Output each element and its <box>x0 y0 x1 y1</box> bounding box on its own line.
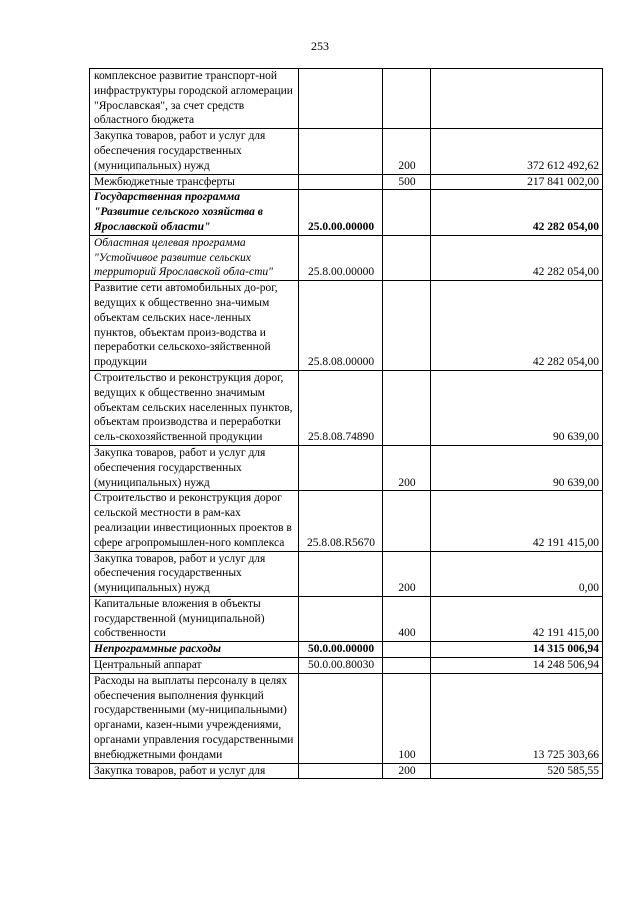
target-article-code-cell <box>299 763 383 779</box>
table-row <box>90 673 603 763</box>
expense-name-cell: Государственная программа "Развитие сельского хозяйства в Ярославской области" <box>90 190 299 235</box>
target-article-code-cell <box>299 129 383 174</box>
amount-cell: 14 248 506,94 <box>431 658 603 674</box>
amount-cell: 0,00 <box>431 551 603 596</box>
expense-type-cell <box>383 190 431 235</box>
target-article-code-cell <box>299 174 383 190</box>
expense-type-cell <box>383 658 431 674</box>
expense-name-cell: Строительство и реконструкция дорог сельской местности в рам-ках реализации инвестиционных проектов в сфере агропромышлен-ного комплекса <box>90 491 299 551</box>
table-row <box>90 642 603 658</box>
expense-type-cell <box>383 491 431 551</box>
expense-name-cell: Межбюджетные трансферты <box>90 174 299 190</box>
amount-cell: 217 841 002,00 <box>431 174 603 190</box>
amount-cell: 90 639,00 <box>431 370 603 445</box>
expense-name-cell: Расходы на выплаты персоналу в целях обеспечения выполнения функций государственными (му-ниципальными) органами, казен-ными учреждениями, органами управления государственными внебюджетными фондами <box>90 673 299 763</box>
amount-cell: 90 639,00 <box>431 445 603 490</box>
expense-type-cell <box>383 281 431 371</box>
expense-name-cell: Развитие сети автомобильных до-рог, ведущих к общественно зна-чимым объектам сельских насе-ленных пунктов, объектам произ-водства и переработки сельскохо-зяйственной продукции <box>90 281 299 371</box>
table-row <box>90 69 603 129</box>
expense-type-cell <box>383 370 431 445</box>
expense-name-cell: комплексное развитие транспорт-ной инфраструктуры городской агломерации "Ярославская", за счет средств областного бюджета <box>90 69 299 129</box>
expense-type-cell <box>383 642 431 658</box>
target-article-code-cell <box>299 551 383 596</box>
table-row <box>90 551 603 596</box>
expense-type-cell: 400 <box>383 596 431 641</box>
expense-type-cell: 100 <box>383 673 431 763</box>
expense-type-cell: 200 <box>383 551 431 596</box>
amount-cell: 13 725 303,66 <box>431 673 603 763</box>
expense-type-cell: 200 <box>383 445 431 490</box>
expense-name-cell: Центральный аппарат <box>90 658 299 674</box>
target-article-code-cell: 25.8.08.74890 <box>299 370 383 445</box>
expense-name-cell: Закупка товаров, работ и услуг для обеспечения государственных (муниципальных) нужд <box>90 551 299 596</box>
table-row <box>90 129 603 174</box>
amount-cell: 42 282 054,00 <box>431 190 603 235</box>
target-article-code-cell: 25.8.08.00000 <box>299 281 383 371</box>
target-article-code-cell: 50.0.00.80030 <box>299 658 383 674</box>
target-article-code-cell <box>299 69 383 129</box>
target-article-code-cell <box>299 596 383 641</box>
expense-type-cell <box>383 69 431 129</box>
amount-cell: 42 191 415,00 <box>431 491 603 551</box>
table-row <box>90 491 603 551</box>
expense-name-cell: Закупка товаров, работ и услуг для <box>90 763 299 779</box>
expense-type-cell <box>383 235 431 280</box>
amount-cell: 42 282 054,00 <box>431 281 603 371</box>
expense-name-cell: Строительство и реконструкция дорог, ведущих к общественно значимым объектам сельских населенных пунктов, объектам производства и переработки сель-скохозяйственной продукции <box>90 370 299 445</box>
table-row <box>90 174 603 190</box>
table-row <box>90 190 603 235</box>
target-article-code-cell: 25.0.00.00000 <box>299 190 383 235</box>
amount-cell: 14 315 006,94 <box>431 642 603 658</box>
table-row <box>90 281 603 371</box>
target-article-code-cell: 25.8.00.00000 <box>299 235 383 280</box>
amount-cell <box>431 69 603 129</box>
target-article-code-cell: 50.0.00.00000 <box>299 642 383 658</box>
budget-table <box>89 68 603 779</box>
amount-cell: 42 191 415,00 <box>431 596 603 641</box>
expense-type-cell: 200 <box>383 129 431 174</box>
table-row <box>90 763 603 779</box>
expense-name-cell: Закупка товаров, работ и услуг для обеспечения государственных (муниципальных) нужд <box>90 129 299 174</box>
table-row <box>90 370 603 445</box>
target-article-code-cell <box>299 445 383 490</box>
table-row <box>90 658 603 674</box>
expense-name-cell: Капитальные вложения в объекты государственной (муниципальной) собственности <box>90 596 299 641</box>
expense-name-cell: Непрограммные расходы <box>90 642 299 658</box>
expense-name-cell: Закупка товаров, работ и услуг для обеспечения государственных (муниципальных) нужд <box>90 445 299 490</box>
expense-name-cell: Областная целевая программа "Устойчивое развитие сельских территорий Ярославской обла-сти" <box>90 235 299 280</box>
amount-cell: 520 585,55 <box>431 763 603 779</box>
table-row <box>90 596 603 641</box>
target-article-code-cell <box>299 673 383 763</box>
table-row <box>90 235 603 280</box>
amount-cell: 42 282 054,00 <box>431 235 603 280</box>
expense-type-cell: 200 <box>383 763 431 779</box>
amount-cell: 372 612 492,62 <box>431 129 603 174</box>
page-number: 253 <box>311 39 329 53</box>
budget-table-body <box>90 69 603 779</box>
target-article-code-cell: 25.8.08.R5670 <box>299 491 383 551</box>
expense-type-cell: 500 <box>383 174 431 190</box>
table-row <box>90 445 603 490</box>
